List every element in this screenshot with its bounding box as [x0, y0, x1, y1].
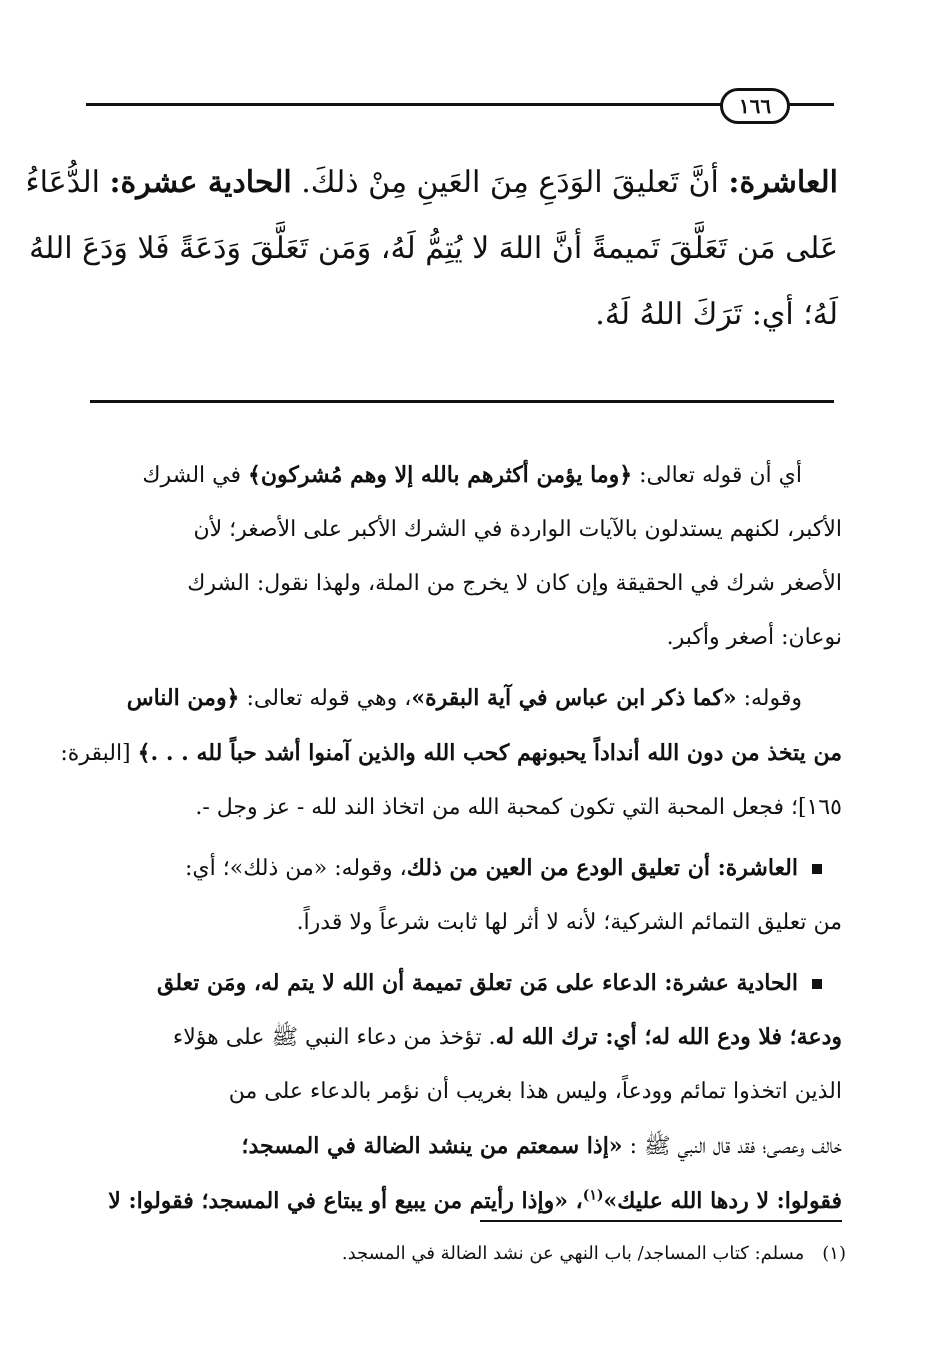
text-segment: . تؤخذ من دعاء النبي ﷺ على هؤلاء: [172, 1025, 496, 1050]
point-label-tenth: العاشرة:: [728, 165, 838, 200]
hadith-quote: فقولوا: لا ردها الله عليك»: [603, 1188, 842, 1214]
footnote-marker[interactable]: (١): [582, 1187, 604, 1204]
text-line: [86, 671, 842, 726]
text-segment: خالف وعصى؛ فقد قال النبي ﷺ :: [629, 1134, 842, 1159]
page-header: [86, 88, 834, 122]
text-segment: في الشرك: [142, 463, 241, 488]
main-text-line-2: عَلى مَن تَعَلَّقَ تَميمةً أنَّ اللهَ لا يُتِمُّ لَهُ، وَمَن تَعَلَّقَ وَدَعَةً فَلا وَدَعَ اللهُ: [29, 231, 838, 266]
quran-reference: [البقرة:: [60, 741, 131, 766]
bold-heading: الحادية عشرة: الدعاء على مَن تعلق تميمة أن الله لا يتم له، ومَن تعلق: [157, 970, 798, 996]
text-line: [86, 841, 842, 896]
text-line: [86, 448, 842, 503]
commentary: [60, 448, 842, 1234]
bold-heading: ودعة؛ فلا ودع الله له؛ أي: ترك الله له: [495, 1024, 842, 1050]
commentary-paragraph: [86, 448, 842, 665]
text-line: الذين اتخذوا تمائم وودعاً، وليس هذا بغريب أن نؤمر بالدعاء على من: [228, 1079, 842, 1104]
text-line: [60, 726, 842, 781]
quran-quote: ﴿وما يؤمن أكثرهم بالله إلا وهم مُشركون﴾: [247, 462, 633, 488]
quran-quote: ﴿ومن الناس: [126, 685, 240, 711]
hadith-quote: «وإذا رأيتم من يبيع أو يبتاع في المسجد؛ فقولوا: لا: [108, 1188, 568, 1214]
footnote-number: (١): [822, 1243, 846, 1264]
footnote: [300, 1238, 846, 1270]
hadith-quote: «إذا سمعتم من ينشد الضالة في المسجد؛: [241, 1133, 623, 1159]
page-number: ١٦٦: [720, 88, 790, 124]
footnote-divider: [480, 1220, 842, 1222]
quran-quote: من يتخذ من دون الله أنداداً يحبونهم كحب الله والذين آمنوا أشد حباً لله . . .﴾: [137, 740, 842, 766]
text-segment: أي أن قوله تعالى:: [639, 463, 802, 488]
text-line: من تعليق التمائم الشركية؛ لأنه لا أثر لها ثابت شرعاً ولا قدراً.: [296, 910, 842, 935]
point-label-eleventh: الحادية عشرة:: [109, 165, 292, 200]
commentary-paragraph: [86, 841, 842, 950]
text-line: الأكبر، لكنهم يستدلون بالآيات الواردة في الشرك الأكبر على الأصغر؛ لأن: [193, 517, 842, 542]
main-text-segment: الدُّعَاءُ: [25, 165, 100, 200]
commentary-paragraph: [86, 956, 842, 1228]
text-line: [86, 1119, 842, 1174]
main-text-line-1: [25, 150, 838, 216]
text-segment: ،: [575, 1188, 583, 1214]
text-line: [86, 1010, 842, 1065]
commentary-paragraph: [60, 671, 842, 835]
bold-heading: العاشرة: أن تعليق الودع من العين من ذلك: [406, 855, 798, 881]
text-line: الأصغر شرك في الحقيقة وإن كان لا يخرج من الملة، ولهذا نقول: الشرك: [187, 571, 842, 596]
text-segment: ، وقوله: «من ذلك»؛ أي:: [185, 856, 407, 881]
text-line: [86, 956, 842, 1010]
text-segment: ، وهي قوله تعالى:: [246, 686, 412, 711]
square-bullet-icon: [812, 979, 822, 989]
square-bullet-icon: [812, 864, 822, 874]
main-text-line-3: لَهُ؛ أي: تَرَكَ اللهُ لَهُ.: [595, 297, 838, 332]
main-text-segment: أنَّ تَعليقَ الوَدَعِ مِنَ العَينِ مِنْ ذلكَ.: [301, 165, 719, 200]
main-text: [25, 150, 838, 348]
text-line: نوعان: أصغر وأكبر.: [666, 625, 842, 650]
section-divider: [90, 400, 834, 403]
footnote-text: مسلم: كتاب المساجد/ باب النهي عن نشد الضالة في المسجد.: [341, 1243, 805, 1264]
quoted-text: «كما ذكر ابن عباس في آية البقرة»: [411, 685, 737, 711]
text-line: ١٦٥]؛ فجعل المحبة التي تكون كمحبة الله من اتخاذ الند لله - عز وجل -.: [195, 795, 842, 820]
text-segment: وقوله:: [743, 686, 802, 711]
